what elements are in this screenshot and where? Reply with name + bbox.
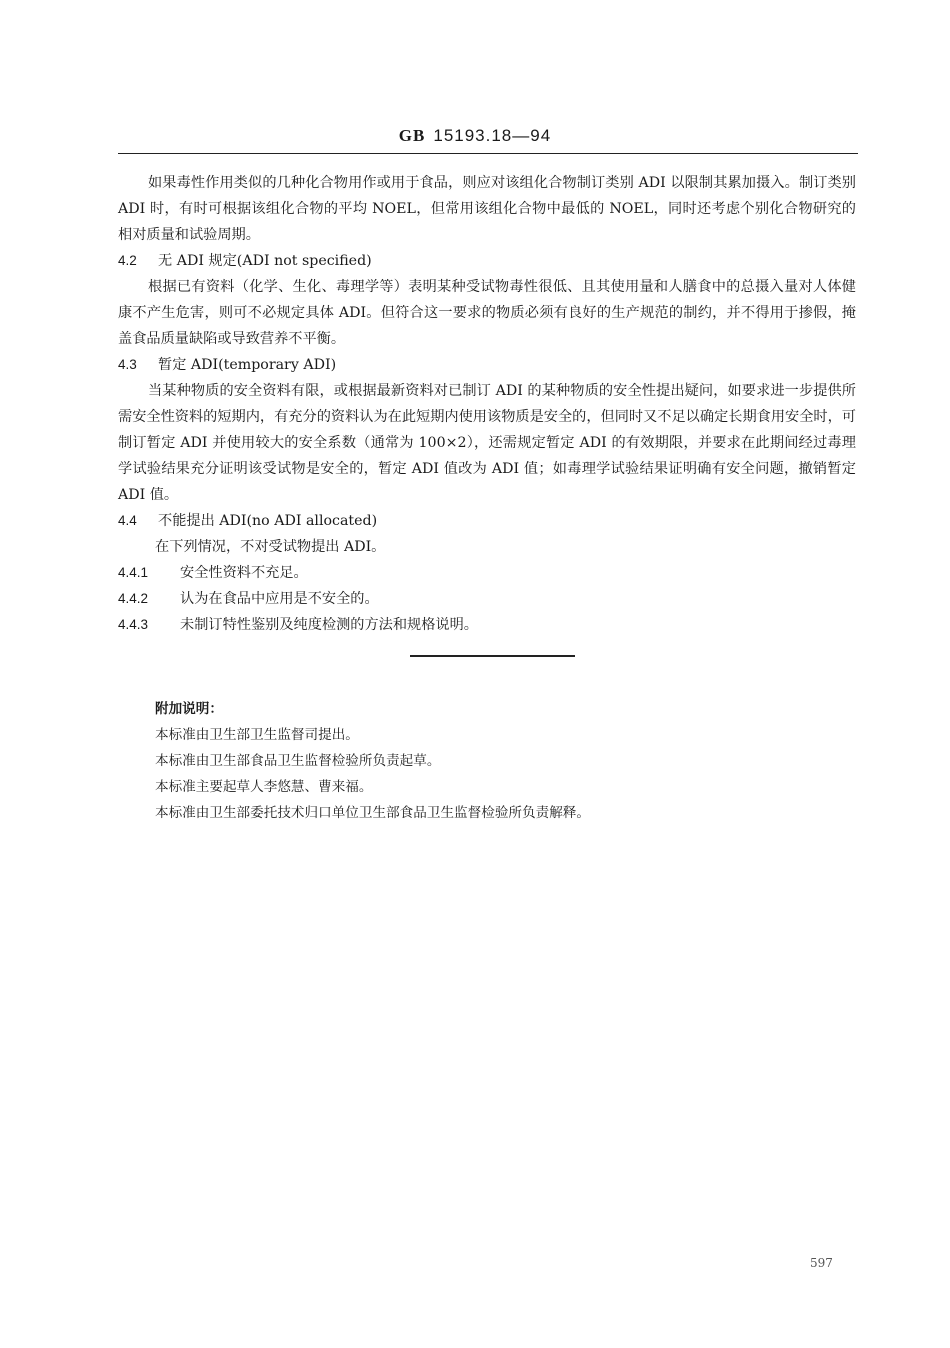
main-content bbox=[118, 170, 856, 638]
section-number: 4.4.1 bbox=[118, 565, 149, 580]
appendix-notes bbox=[155, 696, 590, 826]
section-title: 不能提出 ADI(no ADI allocated) bbox=[158, 513, 378, 529]
section-4-2-heading bbox=[118, 248, 856, 274]
section-number: 4.3 bbox=[118, 357, 137, 372]
section-title: 暂定 ADI(temporary ADI) bbox=[158, 357, 337, 373]
section-text: 安全性资料不充足。 bbox=[180, 565, 308, 581]
section-4-4-heading bbox=[118, 508, 856, 534]
end-of-text-rule bbox=[410, 655, 575, 657]
appendix-line: 本标准主要起草人李悠慧、曹来福。 bbox=[155, 779, 373, 795]
section-4-4-2 bbox=[118, 586, 856, 612]
appendix-title: 附加说明： bbox=[155, 701, 223, 717]
intro-paragraph: 如果毒性作用类似的几种化合物用作或用于食品，则应对该组化合物制订类别 ADI 以限制其累加摄入。制订类别 ADI 时，有时可根据该组化合物的平均 NOEL，但常用该组化合物中最低的 NOEL，同时还考虑个别化合物研究的相对质量和试验周期。 bbox=[118, 175, 856, 243]
appendix-line: 本标准由卫生部卫生监督司提出。 bbox=[155, 727, 359, 743]
page-header bbox=[0, 126, 950, 146]
appendix-line: 本标准由卫生部委托技术归口单位卫生部食品卫生监督检验所负责解释。 bbox=[155, 805, 590, 821]
section-4-4-1 bbox=[118, 560, 856, 586]
section-number: 4.2 bbox=[118, 253, 137, 268]
section-4-3-paragraph: 当某种物质的安全资料有限，或根据最新资料对已制订 ADI 的某种物质的安全性提出疑问，如要求进一步提供所需安全性资料的短期内，有充分的资料认为在此短期内使用该物质是安全的，但同时又不足以确定长期食用安全时，可制订暂定 ADI 并使用较大的安全系数（通常为 100×2），还需规定暂定 ADI 的有效期限，并要求在此期间经过毒理学试验结果充分证明该受试物是安全的，暂定 ADI 值改为 ADI 值；如毒理学试验结果证明确有安全问题，撤销暂定 ADI 值。 bbox=[118, 383, 856, 503]
section-title: 无 ADI 规定(ADI not specified) bbox=[158, 253, 372, 269]
section-4-3-heading bbox=[118, 352, 856, 378]
section-4-4-paragraph: 在下列情况，不对受试物提出 ADI。 bbox=[155, 539, 386, 555]
standard-code-prefix: GB bbox=[398, 126, 426, 145]
section-4-4-3 bbox=[118, 612, 856, 638]
section-number: 4.4.3 bbox=[118, 617, 149, 632]
standard-code-number: 15193.18—94 bbox=[433, 126, 552, 145]
header-divider bbox=[118, 153, 858, 154]
page-number: 597 bbox=[810, 1256, 833, 1270]
section-number: 4.4.2 bbox=[118, 591, 149, 606]
section-text: 认为在食品中应用是不安全的。 bbox=[180, 591, 379, 607]
section-number: 4.4 bbox=[118, 513, 137, 528]
section-text: 未制订特性鉴别及纯度检测的方法和规格说明。 bbox=[180, 617, 478, 633]
section-4-2-paragraph: 根据已有资料（化学、生化、毒理学等）表明某种受试物毒性很低、且其使用量和人膳食中的总摄入量对人体健康不产生危害，则可不必规定具体 ADI。但符合这一要求的物质必须有良好的生产规范的制约，并不得用于掺假，掩盖食品质量缺陷或导致营养不平衡。 bbox=[118, 279, 856, 347]
appendix-line: 本标准由卫生部食品卫生监督检验所负责起草。 bbox=[155, 753, 441, 769]
